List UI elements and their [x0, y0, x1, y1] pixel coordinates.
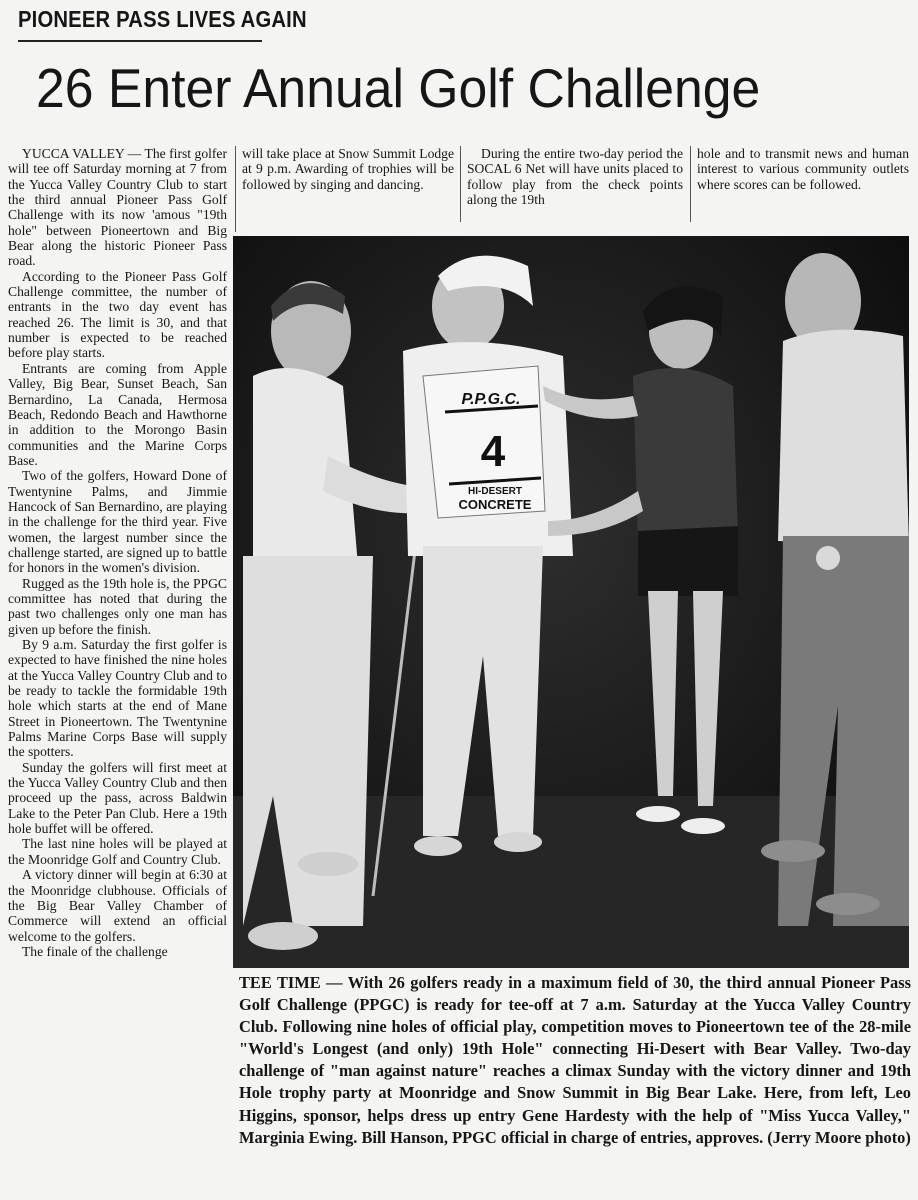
photo-caption: [239, 972, 911, 1149]
column-rule: [235, 146, 236, 232]
paragraph: Two of the golfers, Howard Done of Twentynine Palms, and Jimmie Hancock of San Bernardino, are playing in the challenge for the third year. Five women, the largest number since the challenge started, are signed up to battle for honors in the women's division.: [8, 468, 227, 576]
paragraph: The finale of the challenge: [22, 943, 168, 959]
caption-text: With 26 golfers ready in a maximum field of 30, the third annual Pioneer Pass Golf Challenge (PPGC) is ready for tee-off at 7 a.m. Saturday at the Yucca Valley Country Club. Following nine holes of official play, competition moves to Pioneertown tee of the 28-mile "World's Longest (and only) 19th Hole" connecting Hi-Desert with Bear Valley. Two-day challenge of "man against nature" reaches a climax Sunday with the victory dinner and 19th Hole trophy party at Moonridge and Snow Summit in Big Bear Lake. Here, from left, Leo Higgins, sponsor, helps dress up entry Gene Hardesty with the help of "Miss Yucca Valley," Marginia Ewing. Bill Hanson, PPGC official in charge of entries, approves. (Jerry Moore photo): [239, 973, 911, 1147]
paragraph: By 9 a.m. Saturday the first golfer is expected to have finished the nine holes at the Yucca Valley Country Club and to be ready to tackle the formidable 19th hole which starts at the end of Mane Street in Pioneertown. The Twentynine Palms Marine Corps Base will supply the spotters.: [8, 637, 227, 760]
ppgc-sign: [423, 366, 545, 518]
paragraph: Rugged as the 19th hole is, the PPGC committee has noted that during the past two challenges only one man has given up before the finish.: [8, 575, 227, 637]
kicker-rule: [18, 40, 262, 42]
paragraph: Sunday the golfers will first meet at the Yucca Valley Country Club and then proceed up the pass, across Baldwin Lake to the Peter Pan Club. Here a 19th hole buffet will be offered.: [8, 759, 227, 837]
article-column-3: [467, 146, 683, 207]
paragraph: During the entire two-day period the SOCAL 6 Net will have units placed to follow play from the check points along the 19th: [467, 146, 683, 208]
sign-line1-text: HI-DESERT: [468, 486, 522, 497]
paragraph: will take place at Snow Summit Lodge at 9 p.m. Awarding of trophies will be followed by singing and dancing.: [242, 146, 454, 192]
paragraph: YUCCA VALLEY — The first golfer will tee off Saturday morning at 7 from the Yucca Valley Country Club to start the third annual Pioneer Pass Golf Challenge with its now 'amous "19th hole" between Pioneertown and Big Bear along the historic Pioneer Pass road.: [8, 146, 227, 269]
article-column-4: [697, 146, 909, 192]
article-column-2: [242, 146, 454, 192]
paragraph: The last nine holes will be played at the Moonridge Golf and Country Club.: [8, 836, 227, 867]
caption-lead: TEE TIME —: [239, 973, 343, 992]
sign-top-text: P.P.G.C.: [461, 391, 521, 408]
headline: 26 Enter Annual Golf Challenge: [36, 57, 761, 119]
paragraph: Entrants are coming from Apple Valley, Big Bear, Sunset Beach, San Bernardino, La Canada, Hermosa Beach, Redondo Beach and Hawthorne in addition to the Morongo Basin communities and the Marine Corps Base.: [8, 360, 227, 468]
article-column-1: [8, 146, 227, 959]
sign-number-text: 4: [480, 427, 506, 476]
photo-illustration: [233, 236, 909, 968]
news-photo: [233, 236, 909, 968]
column-rule: [460, 146, 461, 222]
paragraph: A victory dinner will begin at 6:30 at the Moonridge clubhouse. Officials of the Big Bear Valley Chamber of Commerce will extend an official welcome to the golfers.: [8, 867, 227, 944]
paragraph: hole and to transmit news and human interest to various community outlets where scores can be followed.: [697, 146, 909, 192]
kicker: PIONEER PASS LIVES AGAIN: [18, 6, 307, 32]
column-rule: [690, 146, 691, 222]
paragraph: According to the Pioneer Pass Golf Challenge committee, the number of entrants in the two day event has reached 26. The limit is 30, and that number is expected to be reached before play starts.: [8, 268, 227, 361]
sign-line2-text: CONCRETE: [458, 497, 532, 512]
